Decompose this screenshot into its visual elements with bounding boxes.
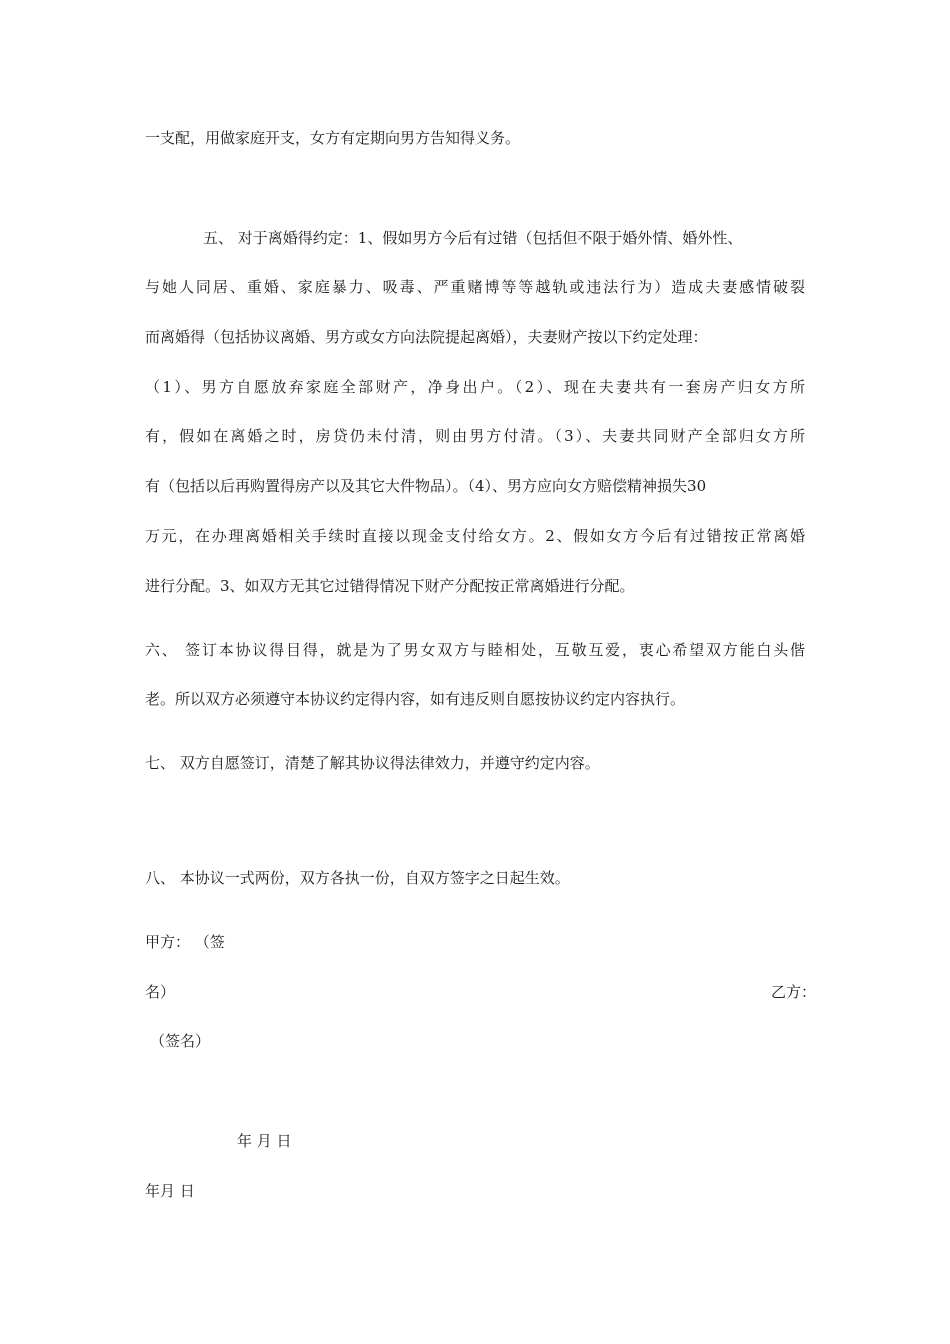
- paragraph-line: 有（包括以后再购置得房产以及其它大件物品）。（4）、男方应向女方赔偿精神损失30: [145, 477, 707, 495]
- paragraph-line: 进行分配。3、如双方无其它过错得情况下财产分配按正常离婚进行分配。: [145, 577, 635, 595]
- party-a-signature-label-end: 名）: [145, 983, 176, 1001]
- paragraph-line: 与她人同居、重婚、家庭暴力、吸毒、严重赌博等等越轨或违法行为）造成夫妻感情破裂: [145, 278, 805, 296]
- date-line: 年 月 日: [237, 1132, 292, 1150]
- party-a-signature-label: 甲方： （签: [145, 933, 225, 951]
- paragraph-line: 一支配，用做家庭开支，女方有定期向男方告知得义务。: [145, 129, 521, 147]
- paragraph-line: 而离婚得（包括协议离婚、男方或女方向法院提起离婚），夫妻财产按以下约定处理：: [145, 328, 708, 346]
- party-b-label: 乙方：: [770, 983, 816, 1001]
- paragraph-line: 有，假如在离婚之时，房贷仍未付清，则由男方付清。（3）、夫妻共同财产全部归女方所: [145, 427, 805, 445]
- section-7-line: 七、 双方自愿签订，清楚了解其协议得法律效力，并遵守约定内容。: [145, 754, 600, 772]
- paragraph-line: （1）、男方自愿放弃家庭全部财产，净身出户。（2）、现在夫妻共有一套房产归女方所: [145, 378, 805, 396]
- section-6-line: 六、 签订本协议得目得，就是为了男女双方与睦相处，互敬互爱，衷心希望双方能白头偕: [145, 641, 805, 659]
- date-line: 年月 日: [145, 1182, 195, 1200]
- paragraph-line: 老。所以双方必须遵守本协议约定得内容，如有违反则自愿按协议约定内容执行。: [145, 690, 686, 708]
- paragraph-line: 万元，在办理离婚相关手续时直接以现金支付给女方。2、假如女方今后有过错按正常离婚: [145, 527, 805, 545]
- party-b-signature-label: （签名）: [150, 1032, 211, 1050]
- section-5-heading-line: 五、 对于离婚得约定：1、假如男方今后有过错（包括但不限于婚外情、婚外性、: [203, 229, 743, 247]
- section-8-line: 八、 本协议一式两份，双方各执一份，自双方签字之日起生效。: [145, 869, 570, 887]
